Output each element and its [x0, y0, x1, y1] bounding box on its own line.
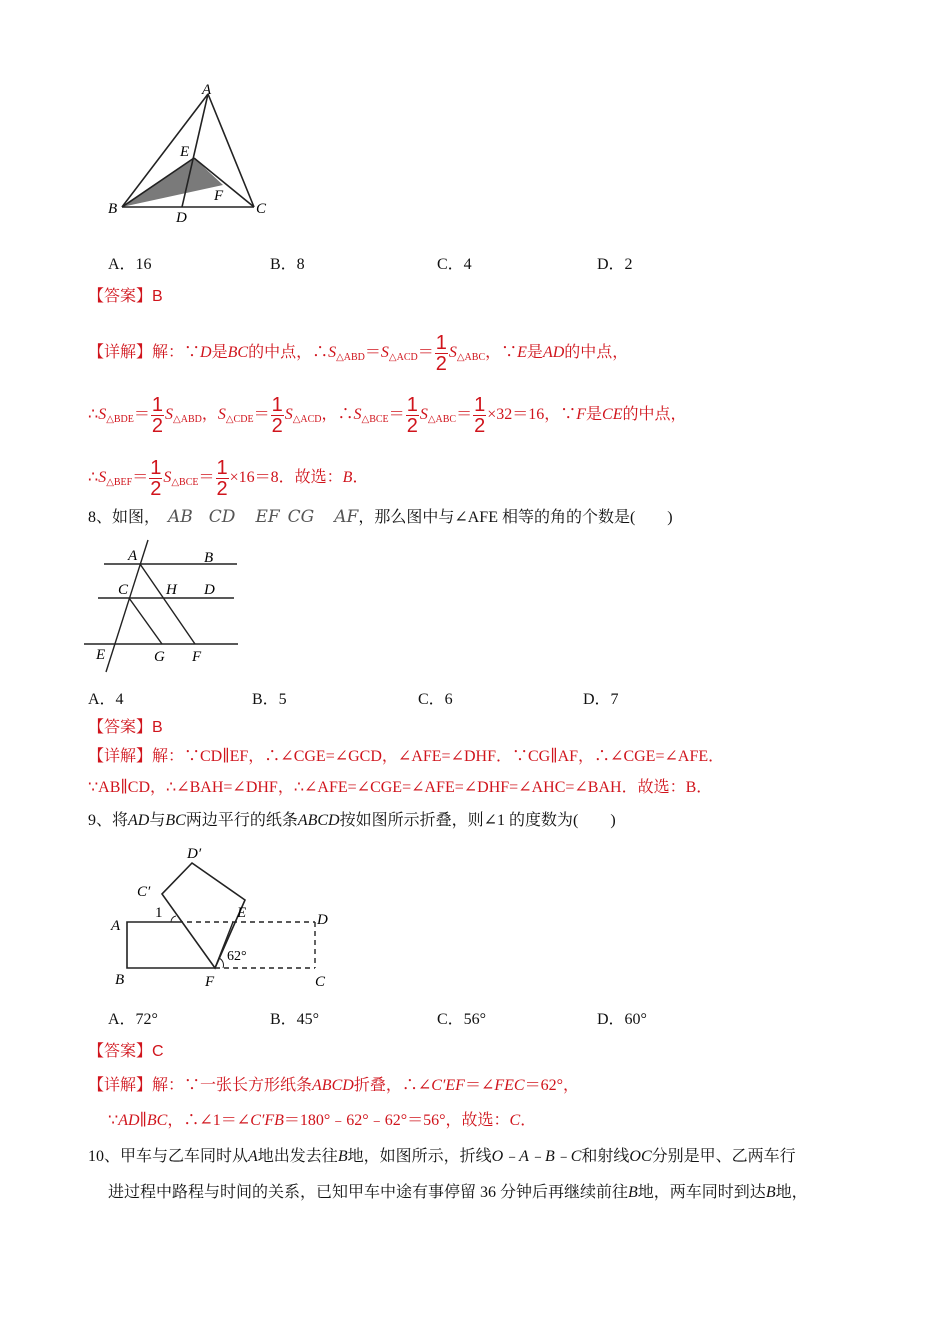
- q10-question-line-1: 10、甲车与乙车同时从A地出发去往B地，如图所示，折线O﹣A﹣B﹣C和射线OC分别是甲、乙两车行: [88, 1148, 796, 1165]
- fraction-one-half: $\frac{1}{2}$: [435, 331, 447, 375]
- fig9-label-c-prime: C′: [137, 884, 151, 900]
- fig9-label-b: B: [115, 972, 125, 988]
- fig8-label-e: E: [96, 647, 106, 663]
- q7-option-b[interactable]: B．8: [270, 256, 305, 273]
- q8-answer: 【答案】B: [88, 719, 163, 736]
- fraction-one-half: $\frac{1}{2}$: [474, 393, 486, 437]
- fraction-one-half: $\frac{1}{2}$: [151, 393, 164, 437]
- q7-detail-line-3: $\therefore S_{\triangle BEF}=$ $\frac{1}{2}$ $S_{\triangle BCE}=$ $\frac{1}{2}$ ×16＝8．故选：B．: [88, 456, 369, 500]
- fig8-label-c: C: [118, 582, 129, 598]
- q8-option-b[interactable]: B．5: [252, 691, 287, 708]
- q7-detail-line-1: 【详解】解：∵D是BC的中点，$\therefore S_{\triangle ABD}=S_{\triangle ACD}=$ $\frac{1}{2}$ $S_{\triangle ABC}$，∵E是AD的中点，: [88, 331, 629, 375]
- fig8-label-b: B: [204, 550, 214, 566]
- fig9-label-c: C: [315, 974, 326, 990]
- shaded-triangle-bef: [122, 158, 223, 207]
- fig9-label-angle-1: 1: [155, 905, 163, 921]
- q8-detail-line-2: ∵AB∥CD，∴∠BAH=∠DHF，∴∠AFE=∠CGE=∠AFE=∠DHF=∠AHC=∠BAH．故选：B．: [88, 779, 713, 796]
- q9-detail-line-1: 【详解】解：∵一张长方形纸条ABCD折叠，∴∠C′EF＝∠FEC＝62°，: [88, 1077, 579, 1094]
- fig9-label-f: F: [205, 974, 215, 990]
- fig9-label-a: A: [111, 918, 121, 934]
- q9-option-c[interactable]: C．56°: [437, 1011, 487, 1028]
- fig7-label-b: B: [108, 201, 118, 217]
- q9-option-b[interactable]: B．45°: [270, 1011, 320, 1028]
- detail-tag: 【详解】: [88, 344, 153, 361]
- q9-option-a[interactable]: A．72°: [108, 1011, 158, 1028]
- q8-option-c[interactable]: C．6: [418, 691, 453, 708]
- q10-question-line-2: 进过程中路程与时间的关系，已知甲车中途有事停留 36 分钟后再继续前往B地，两车同时到达B地，: [108, 1184, 808, 1201]
- fig8-label-a: A: [128, 548, 138, 564]
- fig8-label-f: F: [192, 649, 202, 665]
- fig8-label-d: D: [204, 582, 215, 598]
- q9-detail-line-2: ∵AD∥BC，∴∠1＝∠C′FB＝180°﹣62°﹣62°＝56°，故选：C．: [108, 1112, 537, 1129]
- q7-option-a[interactable]: A．16: [108, 256, 152, 273]
- fig7-label-e: E: [180, 144, 190, 160]
- q7-option-c[interactable]: C．4: [437, 256, 472, 273]
- fraction-one-half: $\frac{1}{2}$: [406, 393, 418, 437]
- q7-answer: 【答案】B: [88, 288, 163, 305]
- q9-answer: 【答案】C: [88, 1043, 164, 1060]
- fig7-label-d: D: [176, 210, 187, 226]
- fig7-label-a: A: [202, 82, 212, 98]
- fraction-one-half: $\frac{1}{2}$: [271, 393, 283, 437]
- fraction-one-half: $\frac{1}{2}$: [150, 456, 162, 500]
- fig7-label-f: F: [214, 188, 224, 204]
- fig8-label-h: H: [166, 582, 177, 598]
- q7-detail-line-2: $\therefore S_{\triangle BDE}=$ $\frac{1}{2}$ $S_{\triangle ABD}$，$S_{\triangle CDE}=$ $\frac{1}{2}$ $S_{\triangle ACD}$，$\therefore S_{\triangle BCE}=$ $\frac{1}{2}$ $S_{\triangle ABC}=$ $\frac{1}{2}$ ×32＝16，∵F是CE的中点，: [88, 393, 687, 437]
- q8-option-a[interactable]: A．4: [88, 691, 124, 708]
- q7-option-d[interactable]: D．2: [597, 256, 633, 273]
- figure-q8-parallel-lines: [82, 536, 242, 676]
- fraction-one-half: $\frac{1}{2}$: [216, 456, 228, 500]
- figure-q9-folded-strip: [105, 840, 340, 990]
- fig7-label-c: C: [256, 201, 267, 217]
- fig9-label-d-prime: D′: [187, 846, 202, 862]
- q9-question: 9、将AD与BC两边平行的纸条ABCD按如图所示折叠，则∠1 的度数为( ): [88, 812, 616, 829]
- q8-option-d[interactable]: D．7: [583, 691, 619, 708]
- fig9-label-e: E: [237, 905, 247, 921]
- fig8-label-g: G: [154, 649, 165, 665]
- q8-detail-line-1: 【详解】解：∵CD∥EF，∴∠CGE=∠GCD，∠AFE=∠DHF．∵CG∥AF，∴∠CGE=∠AFE．: [88, 748, 725, 765]
- fig9-label-62-degrees: 62°: [227, 949, 247, 964]
- fig9-label-d: D: [317, 912, 328, 928]
- q8-question: 8、如图， AB CD EF CG AF，那么图中与∠AFE 相等的角的个数是( ): [88, 507, 673, 527]
- q9-option-d[interactable]: D．60°: [597, 1011, 647, 1028]
- figure-q7-triangle: [100, 82, 280, 227]
